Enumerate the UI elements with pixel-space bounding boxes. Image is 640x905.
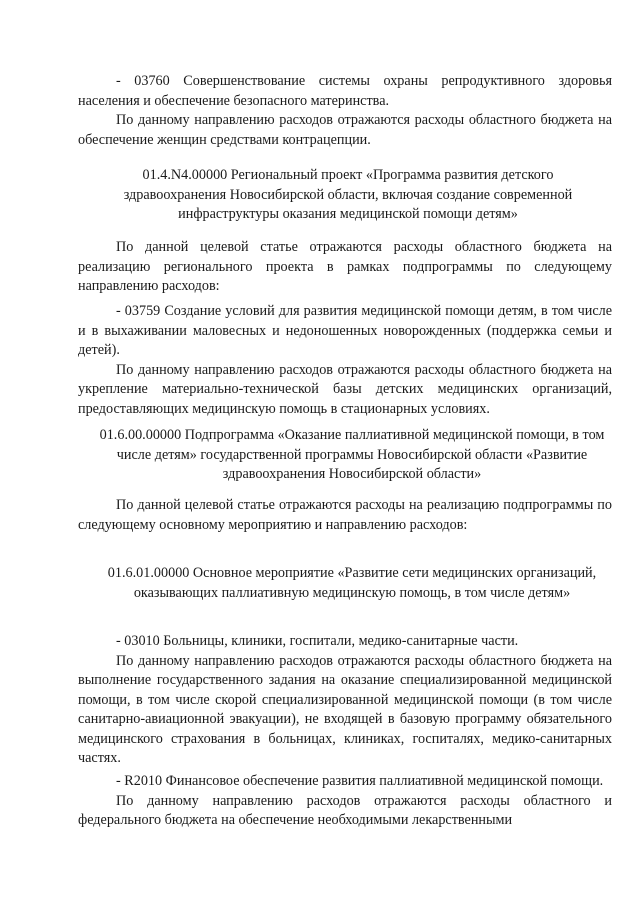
item-03759: - 03759 Создание условий для развития медицинской помощи детям, в том числе и в выхаживании маловесных и недоношенных новорожденных (поддержка семьи и детей). [78, 303, 612, 358]
section-r2010 [78, 772, 612, 831]
item-r2010: - R2010 Финансовое обеспечение развития паллиативной медицинской помощи. [116, 773, 604, 789]
heading-subprogram: 01.6.00.00000 Подпрограмма «Оказание паллиативной медицинской помощи, в том числе детям» государственной программы Новосибирской области «Развитие здравоохранения Новосибирской области» [99, 427, 605, 482]
paragraph-subprogram-intro: По данной целевой статье отражаются расходы на реализацию подпрограммы по следующему основному мероприятию и направлению расходов: [78, 497, 612, 533]
item-03760-description: По данному направлению расходов отражаются расходы областного бюджета на обеспечение женщин средствами контрацепции. [78, 112, 612, 148]
section-03760 [78, 72, 612, 150]
section-03759 [78, 302, 612, 419]
section-03010 [78, 632, 612, 769]
paragraph-regional-project-intro: По данной целевой статье отражаются расходы областного бюджета на реализацию регионального проекта в рамках подпрограммы по следующему направлению расходов: [78, 239, 612, 294]
item-03759-description: По данному направлению расходов отражаются расходы областного бюджета на укрепление материально-технической базы детских медицинских организаций, предоставляющих медицинскую помощь в стационарных условиях. [78, 361, 612, 417]
heading-main-activity: 01.6.01.00000 Основное мероприятие «Развитие сети медицинских организаций, оказывающих паллиативную медицинскую помощь, в том числе детям» [107, 565, 597, 601]
item-03010: - 03010 Больницы, клиники, госпитали, медико-санитарные части. [116, 633, 519, 649]
item-r2010-description: По данному направлению расходов отражаются расходы областного и федерального бюджета на обеспечение необходимыми лекарственными [78, 792, 612, 828]
heading-regional-project: 01.4.N4.00000 Региональный проект «Программа развития детского здравоохранения Новосибирской области, включая создание современной инфраструктуры оказания медицинской помощи детям» [123, 167, 573, 222]
item-03760: - 03760 Совершенствование системы охраны репродуктивного здоровья населения и обеспечение безопасного материнства. [78, 73, 612, 109]
item-03010-description: По данному направлению расходов отражаются расходы областного бюджета на выполнение государственного задания на оказание специализированной медицинской помощи, в том числе скорой специализированной медицинской помощи (в том числе санитарно-авиационной эвакуации), не входящей в базовую программу обязательного медицинского страхования в больницах, клиниках, госпиталях, медико-санитарных частях. [78, 652, 612, 766]
